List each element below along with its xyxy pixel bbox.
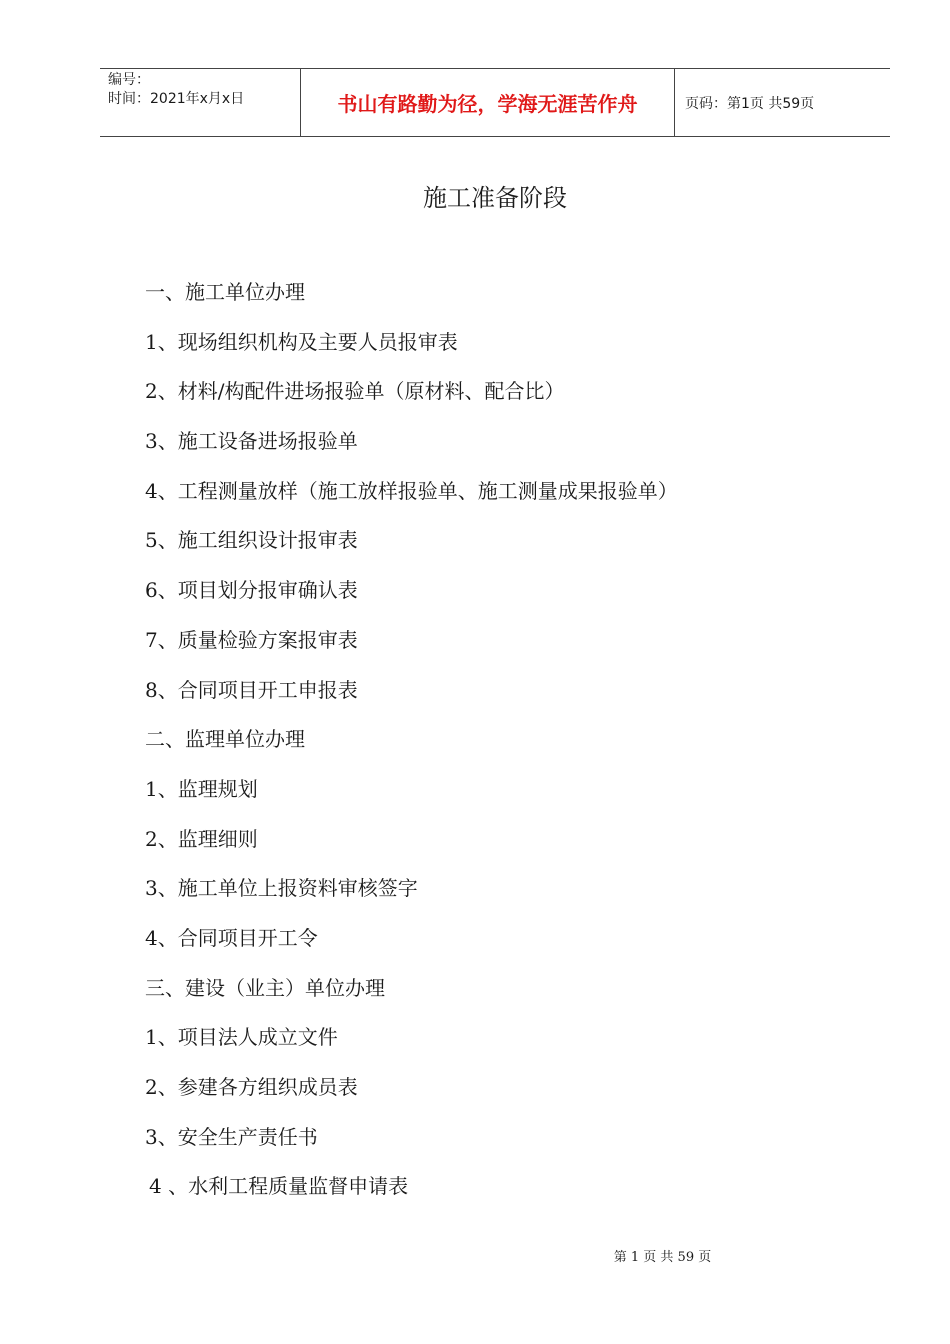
list-item: 4、合同项目开工令: [145, 925, 318, 950]
list-item: 3、施工设备进场报验单: [145, 429, 358, 454]
header-meta-cell: [100, 69, 301, 136]
number-label: 编号：: [108, 72, 150, 88]
list-item: 2、参建各方组织成员表: [145, 1075, 358, 1099]
list-item: 5、施工组织设计报审表: [145, 528, 358, 553]
page-footer: 第 1 页 共 59 页: [613, 1250, 712, 1265]
list-item: 8、合同项目开工申报表: [145, 677, 358, 702]
document-body: [145, 278, 678, 1222]
list-item: 2、监理细则: [145, 826, 258, 851]
page-header: [100, 68, 890, 137]
section-heading: 二、监理单位办理: [145, 727, 305, 752]
list-item: 1、监理规划: [145, 776, 258, 801]
list-item: 6、项目划分报审确认表: [145, 578, 358, 603]
list-item: 4 、水利工程质量监督申请表: [149, 1174, 409, 1199]
motto-text: 书山有路勤为径，学海无涯苦作舟: [337, 92, 638, 116]
list-item: 3、安全生产责任书: [145, 1124, 318, 1149]
section-heading: 一、施工单位办理: [145, 280, 305, 304]
header-motto-cell: [301, 69, 675, 136]
section-heading: 三、建设（业主）单位办理: [145, 975, 385, 1000]
time-label: 时间：2021年x月x日: [108, 91, 245, 107]
header-page-cell: [675, 69, 890, 136]
list-item: 1、项目法人成立文件: [145, 1025, 338, 1050]
list-item: 3、施工单位上报资料审核签字: [145, 876, 418, 901]
list-item: 1、现场组织机构及主要人员报审表: [145, 329, 458, 354]
list-item: 2、材料/构配件进场报验单（原材料、配合比）: [145, 379, 565, 404]
page-title: 施工准备阶段: [423, 184, 567, 212]
list-item: 7、质量检验方案报审表: [145, 627, 358, 652]
page-info: 页码：第1页 共59页: [685, 95, 815, 112]
list-item: 4、工程测量放样（施工放样报验单、施工测量成果报验单）: [145, 478, 678, 503]
